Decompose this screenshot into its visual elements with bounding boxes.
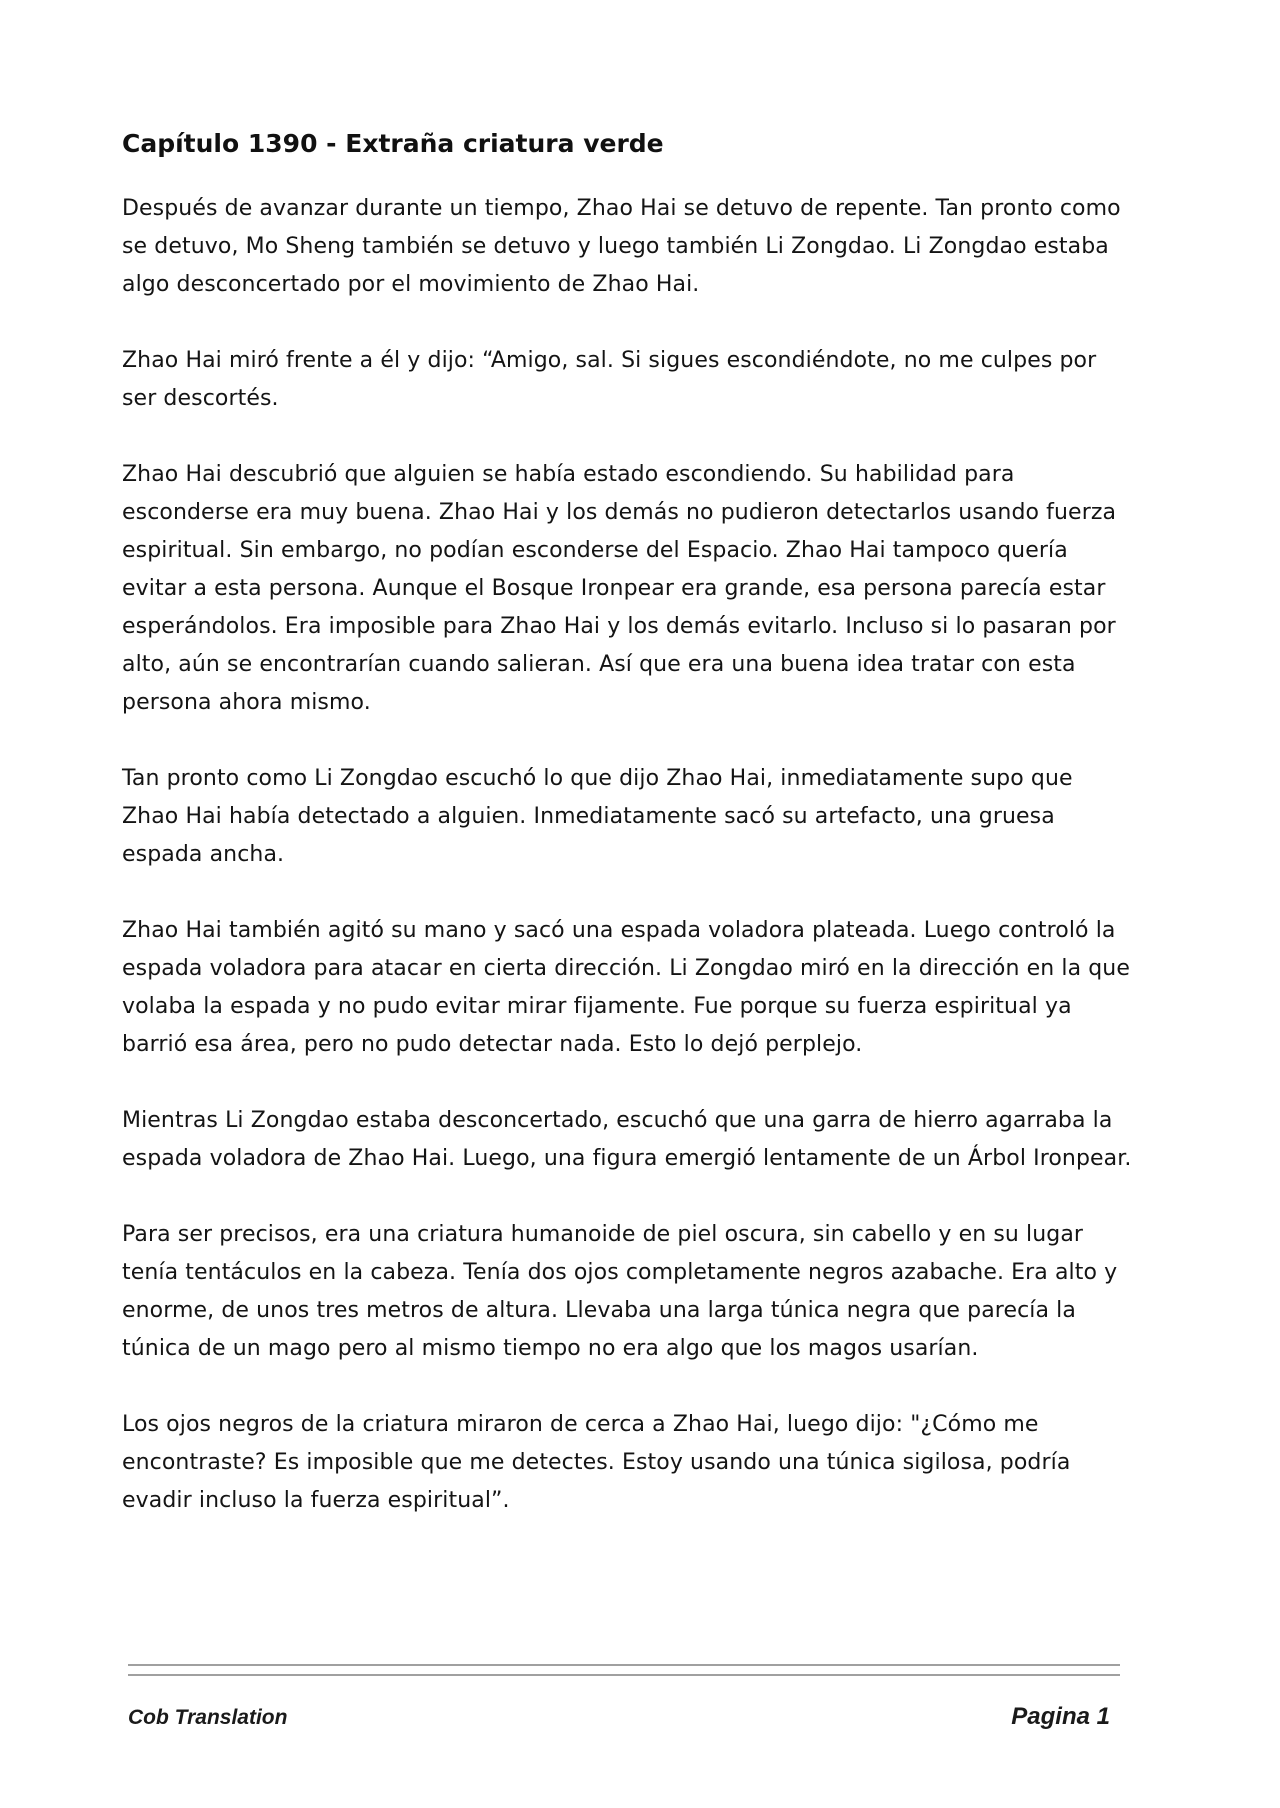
document-body [122, 124, 1132, 1558]
paragraph: Para ser precisos, era una criatura humanoide de piel oscura, sin cabello y en su lugar tenía tentáculos en la cabeza. Tenía dos ojos completamente negros azabache. Era alto y enorme, de unos tres metros de altura. Llevaba una larga túnica negra que parecía la túnica de un mago pero al mismo tiempo no era algo que los magos usarían. [122, 1222, 1118, 1361]
paragraph: Zhao Hai descubrió que alguien se había estado escondiendo. Su habilidad para esconderse era muy buena. Zhao Hai y los demás no pudieron detectarlos usando fuerza espiritual. Sin embargo, no podían esconderse del Espacio. Zhao Hai tampoco quería evitar a esta persona. Aunque el Bosque Ironpear era grande, esa persona parecía estar esperándolos. Era imposible para Zhao Hai y los demás evitarlo. Incluso si lo pasaran por alto, aún se encontrarían cuando salieran. Así que era una buena idea tratar con esta persona ahora mismo. [122, 462, 1117, 715]
paragraph: Zhao Hai también agitó su mano y sacó una espada voladora plateada. Luego controló la espada voladora para atacar en cierta dirección. Li Zongdao miró en la dirección en la que volaba la espada y no pudo evitar mirar fijamente. Fue porque su fuerza espiritual ya barrió esa área, pero no pudo detectar nada. Esto lo dejó perplejo. [122, 918, 1130, 1057]
footer-translator: Cob Translation [128, 1706, 288, 1729]
paragraph: Después de avanzar durante un tiempo, Zhao Hai se detuvo de repente. Tan pronto como se detuvo, Mo Sheng también se detuvo y luego también Li Zongdao. Li Zongdao estaba algo desconcertado por el movimiento de Zhao Hai. [122, 196, 1121, 297]
paragraph: Mientras Li Zongdao estaba desconcertado, escuchó que una garra de hierro agarraba la espada voladora de Zhao Hai. Luego, una figura emergió lentamente de un Árbol Ironpear. [122, 1108, 1132, 1171]
paragraph: Los ojos negros de la criatura miraron de cerca a Zhao Hai, luego dijo: "¿Cómo me encontraste? Es imposible que me detectes. Estoy usando una túnica sigilosa, podría evadir incluso la fuerza espiritual”. [122, 1412, 1071, 1513]
footer-divider [128, 1674, 1120, 1676]
paragraph: Tan pronto como Li Zongdao escuchó lo que dijo Zhao Hai, inmediatamente supo que Zhao Hai había detectado a alguien. Inmediatamente sacó su artefacto, una gruesa espada ancha. [122, 766, 1073, 867]
chapter-title: Capítulo 1390 - Extraña criatura verde [122, 129, 664, 158]
footer-page-number: Pagina 1 [1011, 1703, 1110, 1730]
paragraph: Zhao Hai miró frente a él y dijo: “Amigo, sal. Si sigues escondiéndote, no me culpes por ser descortés. [122, 348, 1097, 411]
footer-divider [128, 1664, 1120, 1666]
